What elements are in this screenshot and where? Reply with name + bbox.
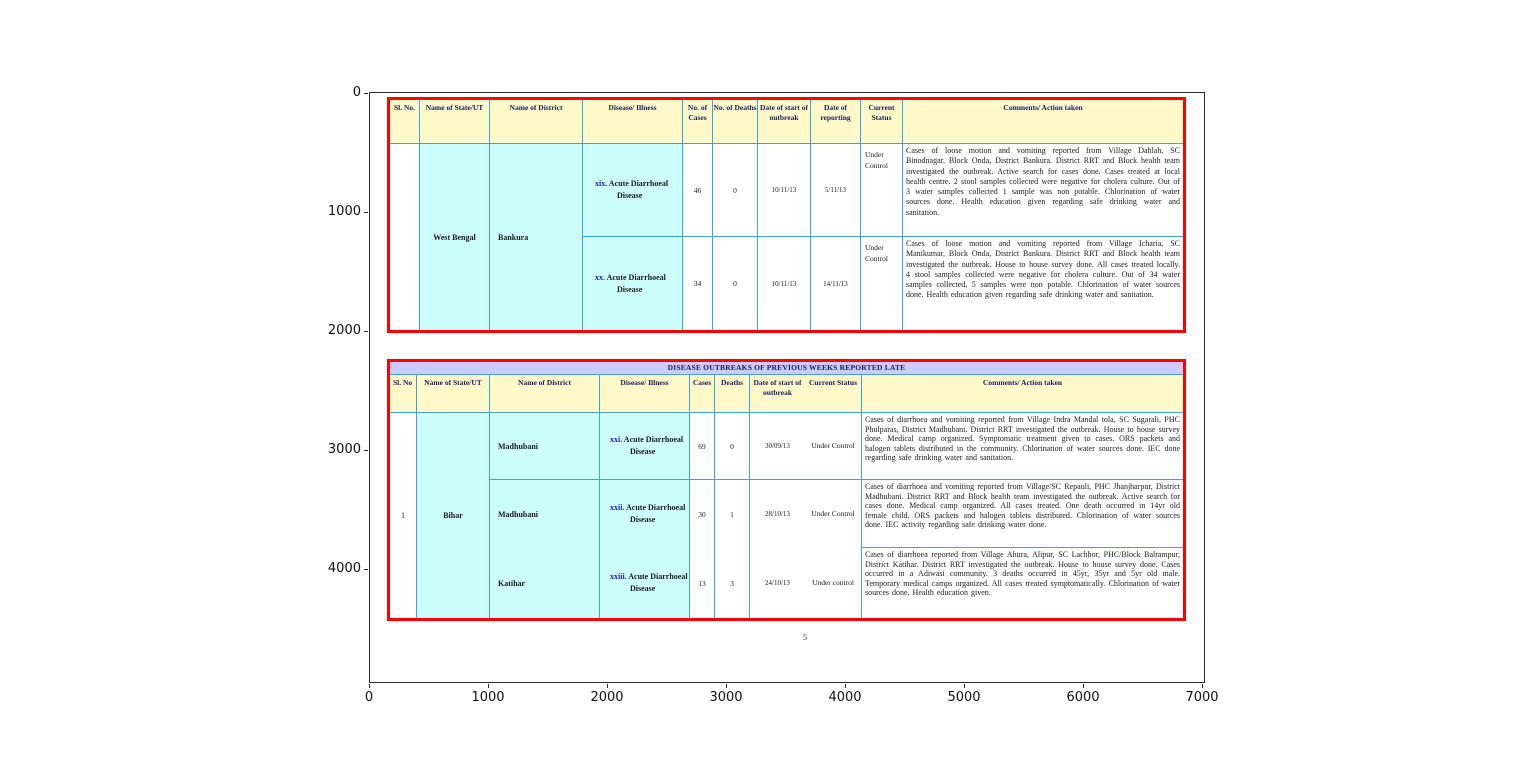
header-status: Current Status (861, 100, 903, 144)
cases-cell: 30 (690, 480, 715, 548)
deaths-cell: 0 (715, 413, 750, 480)
header-deaths: No. of Deaths (713, 100, 758, 144)
status-cell: Under control (805, 548, 862, 618)
deaths-cell: 3 (715, 548, 750, 618)
y-tick-label: 3000 (327, 442, 361, 457)
sl-no-cell: 1 (390, 413, 417, 618)
date-start-cell: 10/11/13 (758, 237, 811, 330)
disease-name: Acute Diarrhoeal Disease (608, 179, 669, 200)
date-start-cell: 10/11/13 (758, 144, 811, 237)
y-tick-label: 4000 (327, 561, 361, 576)
header-date-reporting: Date of reporting (811, 100, 861, 144)
comments-cell: Cases of loose motion and vomiting reported from Village Icharia, SC Manikumar, Block Onda, District Bankura. District RRT and Block health team investigated the outbreak. House to house survey done. All cases treated locally. 4 stool samples collected were negative for cholera culture. Out of 34 water samples collected, 5 samples were non potable. Chlorination of water sources done. Health education given regarding safe drinking water and sanitation. (906, 239, 1180, 300)
x-tick-label: 4000 (828, 690, 862, 705)
x-tick-mark (726, 684, 727, 688)
status-cell: Under Control (805, 413, 862, 480)
list-numeral: xxi. (610, 435, 623, 445)
outbreak-table-current-week (387, 97, 1186, 333)
comments-cell: Cases of diarrhoea reported from Village Ahura, Alipur, SC Lachhor, PHC/Block Balrampur, District Katihar. District RRT investigated the outbreak. House to house survey done. Cases occurred in a Adiwasi community. 3 deaths occurred in 45yr, 35yr and 5yr old male. Temporary medical camps organized. All cases treated symptomatically. Chlorination of water sources done. Health education given. (865, 550, 1180, 598)
disease-name: Acute Diarrhoeal Disease (606, 272, 666, 294)
district-cell: Madhubani (490, 480, 600, 548)
disease-cell (583, 237, 683, 330)
deaths-cell: 0 (713, 237, 758, 330)
header-comments: Comments/ Action taken (903, 100, 1183, 144)
disease-cell (583, 144, 683, 237)
x-tick-mark (607, 684, 608, 688)
status-cell: Under Control (861, 237, 903, 330)
date-reporting-cell: 14/11/13 (811, 237, 861, 330)
disease-cell (600, 480, 690, 548)
y-tick-label: 0 (352, 85, 361, 100)
deaths-cell: 1 (715, 480, 750, 548)
header-date-start: Date of start of outbreak (758, 100, 811, 144)
date-start-cell: 28/10/13 (765, 510, 790, 518)
y-tick-label: 1000 (327, 204, 361, 219)
x-tick-label: 6000 (1066, 690, 1100, 705)
y-tick-mark (364, 212, 368, 213)
header-date-start: Date of start of outbreak (750, 375, 805, 413)
header-cases: Cases (690, 375, 715, 413)
header-sl-no: Sl. No. (390, 100, 420, 144)
disease-cell (600, 548, 690, 618)
header-comments: Comments/ Action taken (862, 375, 1183, 413)
disease-name: Acute Diarrhoeal Disease (626, 503, 686, 524)
sl-no-cell (390, 144, 420, 330)
header-status: Current Status (805, 375, 862, 413)
deaths-cell: 0 (713, 144, 758, 237)
cases-cell: 69 (690, 413, 715, 480)
x-tick-label: 5000 (947, 690, 981, 705)
disease-name: Acute Diarrhoeal Disease (628, 572, 688, 593)
header-state: Name of State/UT (417, 375, 490, 413)
y-tick-label: 2000 (327, 323, 361, 338)
cases-cell: 34 (683, 237, 713, 330)
cases-cell: 13 (690, 548, 715, 618)
x-tick-label: 3000 (709, 690, 743, 705)
disease-name: Acute Diarrhoeal Disease (623, 435, 684, 456)
header-district: Name of District (490, 375, 600, 413)
x-tick-mark (964, 684, 965, 688)
state-cell: Bihar (417, 413, 490, 618)
header-state: Name of State/UT (420, 100, 490, 144)
y-tick-mark (364, 331, 368, 332)
date-reporting-cell: 5/11/13 (811, 144, 861, 237)
header-cases: No. of Cases (683, 100, 713, 144)
comments-cell: Cases of diarrhoea and vomiting reported from Village/SC Repauli, PHC Jhanjharpur, District Madhubani. District RRT and Block health team investigated the outbreak. Active search for cases done. Medical camp organized. All cases treated. One death occurred in 14yr old female child. ORS packets and halogen tablets distributed. Chlorination of water sources done. IEC activity regarding safe drinking water done. (862, 480, 1183, 548)
district-cell: Katihar (490, 548, 600, 618)
list-numeral: xxiii. (610, 572, 627, 582)
x-tick-mark (488, 684, 489, 688)
cases-cell: 46 (683, 144, 713, 237)
comments-cell: Cases of loose motion and vomiting reported from Village Dahlah, SC Binodnagar, Block Onda, District Bankura. District RRT and Block health team investigated the outbreak. Active search for cases done. Cases treated at local health centre. 2 stool samples collected were negative for cholera culture. Out of 3 water samples collected 1 sample was non potable. Chlorination of water sources done. Health education given regarding safe drinking water and sanitation. (903, 144, 1183, 237)
x-tick-label: 7000 (1185, 690, 1219, 705)
x-tick-label: 1000 (471, 690, 505, 705)
outbreak-table-reported-late (387, 359, 1186, 621)
header-disease: Disease/ Illness (583, 100, 683, 144)
x-tick-label: 2000 (590, 690, 624, 705)
x-tick-mark (369, 684, 370, 688)
date-start-cell: 24/10/13 (765, 579, 790, 587)
y-tick-mark (364, 450, 368, 451)
header-deaths: Deaths (715, 375, 750, 413)
y-tick-mark (364, 569, 368, 570)
y-tick-mark (364, 93, 368, 94)
table-title-bar: DISEASE OUTBREAKS OF PREVIOUS WEEKS REPORTED LATE (390, 362, 1183, 375)
header-district: Name of District (490, 100, 583, 144)
date-start-cell: 30/09/13 (750, 413, 805, 480)
header-disease: Disease/ Illness (600, 375, 690, 413)
status-cell: Under Control (805, 480, 862, 548)
page-number: 5 (803, 633, 807, 642)
list-numeral: xx. (595, 272, 605, 282)
district-cell: Bankura (490, 144, 583, 330)
disease-cell (600, 413, 690, 480)
x-tick-mark (845, 684, 846, 688)
list-numeral: xix. (595, 179, 608, 189)
status-cell: Under Control (861, 144, 903, 237)
comments-cell: Cases of diarrhoea and vomiting reported from Village Indra Mandal tola, SC Sugarali, PHC Phulparas, District Madhubani. District RRT investigated the outbreak. House to house survey done. Medical camp organized. Symptomatic treatment given to cases. ORS packets and halogen tablets distributed in the community. Chlorination of water sources done. IEC done regarding safe drinking water and sanitation. (862, 413, 1183, 480)
district-cell: Madhubani (490, 413, 600, 480)
x-tick-mark (1202, 684, 1203, 688)
x-tick-label: 0 (364, 690, 374, 705)
header-sl-no: Sl. No (390, 375, 417, 413)
state-cell: West Bengal (420, 144, 490, 330)
x-tick-mark (1083, 684, 1084, 688)
list-numeral: xxii. (610, 503, 625, 513)
